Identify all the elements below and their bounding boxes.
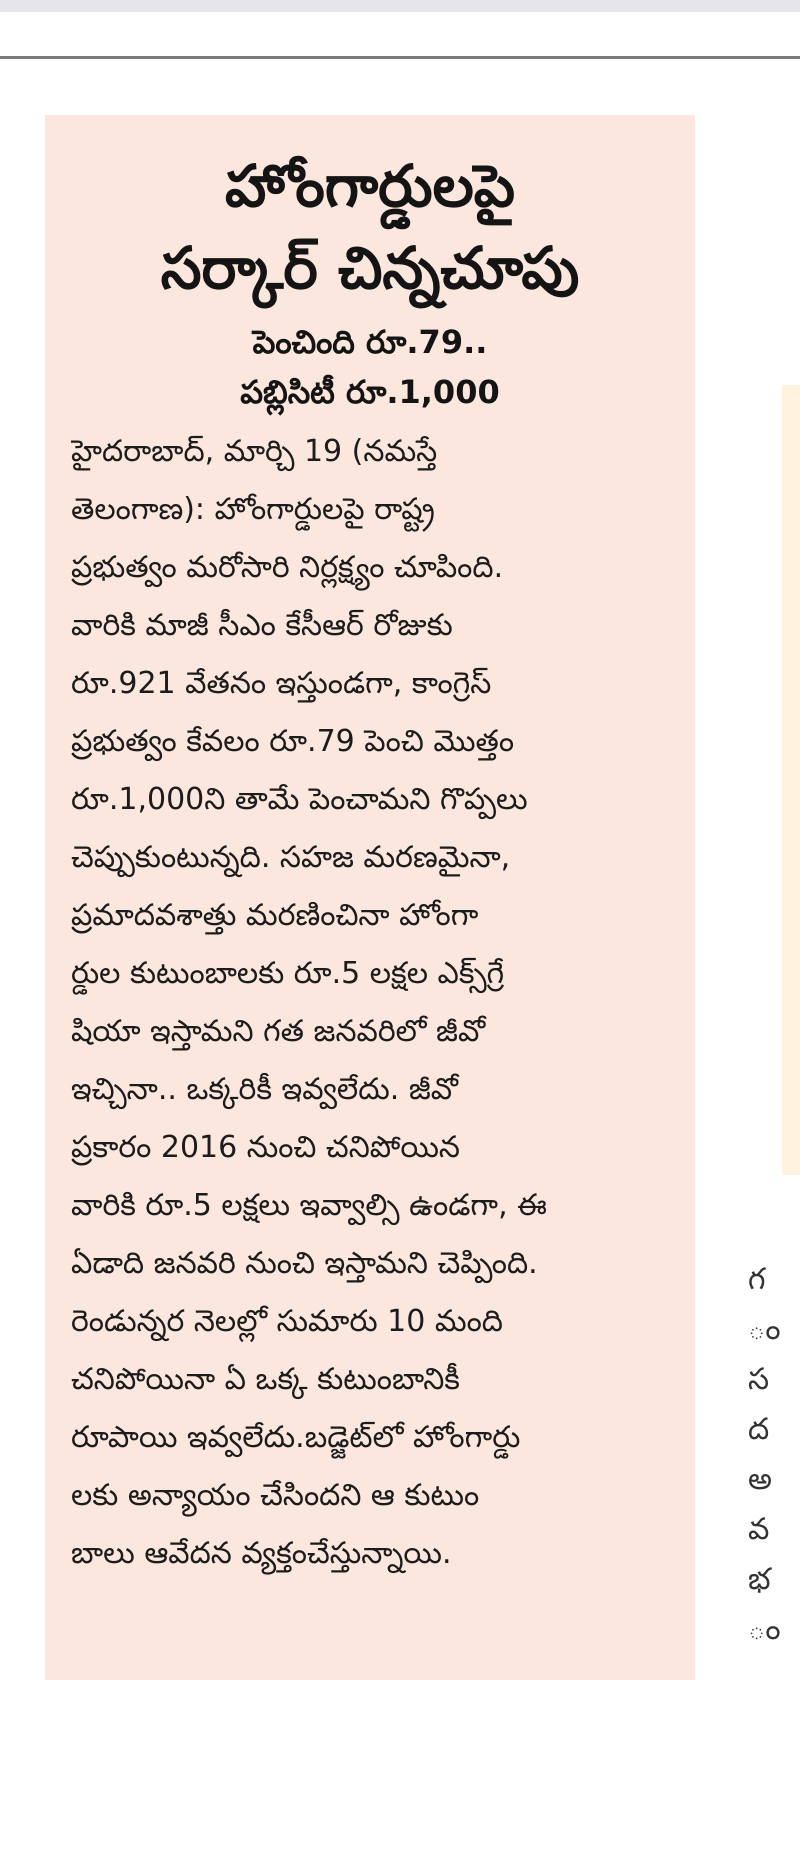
article-line: షియా ఇస్తామని గత జనవరిలో జీవో — [71, 1014, 486, 1049]
adjacent-fragment: స — [748, 1362, 770, 1397]
article-body — [71, 423, 669, 1583]
headline-line-1: హోంగార్డులపై — [224, 152, 515, 220]
subheadline-line-2: పబ్లిసిటీ రూ.1,000 — [240, 373, 500, 411]
article-line: రెండున్నర నెలల్లో సుమారు 10 మంది — [71, 1304, 503, 1339]
adjacent-fragment: వ — [748, 1512, 770, 1547]
article-line: చెప్పుకుంటున్నది. సహజ మరణమైనా, — [71, 840, 511, 875]
article-line: చనిపోయినా ఏ ఒక్క కుటుంబానికీ — [71, 1362, 460, 1397]
subheadline-line-1: పెంచింది రూ.79.. — [252, 323, 488, 361]
article-line: ర్డుల కుటుంబాలకు రూ.5 లక్షల ఎక్స్‌గ్రే — [71, 956, 505, 991]
adjacent-fragment: ం — [748, 1612, 781, 1647]
article-line: ఏడాది జనవరి నుంచి ఇస్తామని చెప్పింది. — [71, 1246, 538, 1281]
article-line: ఇచ్చినా.. ఒక్కరికీ ఇవ్వలేదు. జీవో — [71, 1072, 458, 1107]
adjacent-column-text — [748, 1255, 800, 1655]
headline — [71, 145, 669, 309]
article-line: రూపాయి ఇవ్వలేదు.బడ్జెట్‌లో హోంగార్డు — [71, 1420, 521, 1455]
article-line: ప్రభుత్వం మరోసారి నిర్లక్ష్యం చూపింది. — [71, 550, 504, 585]
article-line: హైదరాబాద్, మార్చి 19 (నమస్తే — [71, 434, 438, 469]
article-line: తెలంగాణ): హోంగార్డులపై రాష్ట్ర — [71, 492, 435, 527]
article-line: ప్రకారం 2016 నుంచి చనిపోయిన — [71, 1130, 460, 1165]
adjacent-panel — [782, 385, 800, 1175]
top-bar — [0, 0, 800, 12]
article-line: వారికి రూ.5 లక్షలు ఇవ్వాల్సి ఉండగా, ఈ — [71, 1188, 547, 1223]
subheadline — [71, 317, 669, 417]
adjacent-fragment: అ — [748, 1462, 772, 1497]
article-line: బాలు ఆవేదన వ్యక్తంచేస్తున్నాయి. — [71, 1536, 452, 1571]
header-divider — [0, 56, 800, 59]
article-line: లకు అన్యాయం చేసిందని ఆ కుటుం — [71, 1478, 480, 1513]
headline-line-2: సర్కార్ చిన్నచూపు — [160, 234, 580, 302]
adjacent-fragment: గ — [748, 1262, 766, 1297]
article-line: రూ.1,000ని తామే పెంచామని గొప్పలు — [71, 782, 528, 817]
article-line: ప్రమాదవశాత్తు మరణించినా హోంగా — [71, 898, 479, 933]
article-line: వారికి మాజీ సీఎం కేసీఆర్ రోజుకు — [71, 608, 453, 643]
adjacent-fragment: ం — [748, 1312, 781, 1347]
adjacent-fragment: భ — [748, 1562, 771, 1597]
article-line: రూ.921 వేతనం ఇస్తుండగా, కాంగ్రెస్ — [71, 666, 492, 701]
article-line: ప్రభుత్వం కేవలం రూ.79 పెంచి మొత్తం — [71, 724, 515, 759]
adjacent-fragment: ద — [748, 1412, 770, 1447]
news-clipping — [45, 115, 695, 1680]
